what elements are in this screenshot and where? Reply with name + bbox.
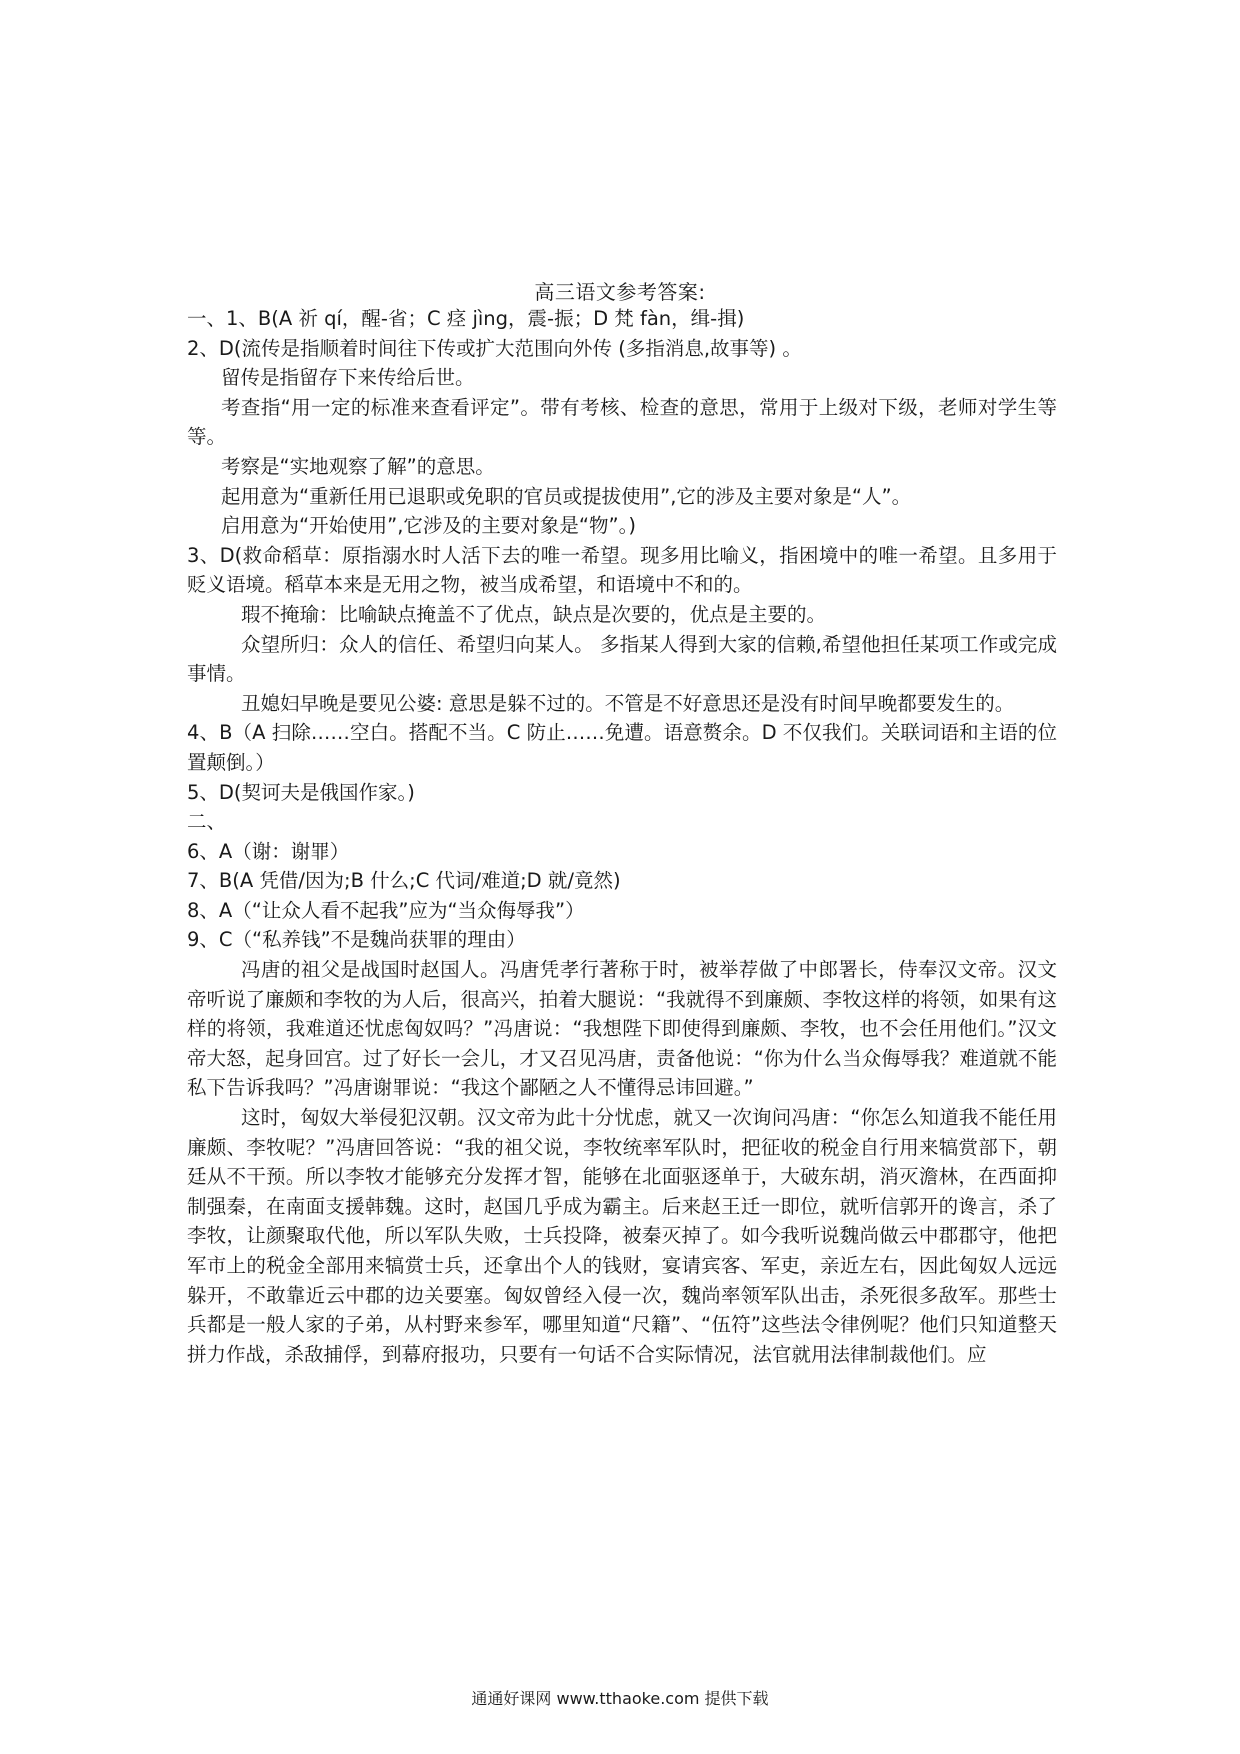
answer-line: 8、A（“让众人看不起我”应为“当众侮辱我”）: [187, 898, 585, 922]
translation-paragraph: 冯唐的祖父是战国时赵国人。冯唐凭孝行著称于时，被举荐做了中郎署长，侍奉汉文帝。汉文帝听说了廉颇和李牧的为人后，很高兴，拍着大腿说：“我就得不到廉颇、李牧这样的将领，如果有这样的将领，我难道还忧虑匈奴吗？”冯唐说：“我想陛下即使得到廉颇、李牧，也不会任用他们。”汉文帝大怒，起身回宫。过了好长一会儿，才又召见冯唐，责备他说：“你为什么当众侮辱我？难道就不能私下告诉我吗？”冯唐谢罪说：“我这个鄙陋之人不懂得忌讳回避。”: [187, 958, 1057, 1100]
answer-line: 留传是指留存下来传给后世。: [221, 366, 475, 390]
answer-line: 启用意为“开始使用”,它涉及的主要对象是“物”。): [221, 514, 636, 538]
page-title: 高三语文参考答案:: [534, 280, 706, 304]
answer-content: [187, 304, 1057, 1369]
answer-line: 考查指“用一定的标准来查看评定”。带有考核、检查的意思，常用于上级对下级，老师对学生等等。: [187, 395, 1057, 449]
answer-line: 丑媳妇早晚是要见公婆: 意思是躲不过的。不管是不好意思还是没有时间早晚都要发生的。: [241, 691, 1015, 715]
footer-watermark: 通通好课网 www.tthaoke.com 提供下载: [471, 1689, 769, 1708]
section-heading: 二、: [187, 810, 227, 834]
translation-paragraph: 这时，匈奴大举侵犯汉朝。汉文帝为此十分忧虑，就又一次询问冯唐：“你怎么知道我不能任用廉颇、李牧呢？”冯唐回答说：“我的祖父说，李牧统率军队时，把征收的税金自行用来犒赏部下，朝廷从不干预。所以李牧才能够充分发挥才智，能够在北面驱逐单于，大破东胡，消灭澹林，在西面抑制强秦，在南面支援韩魏。这时，赵国几乎成为霸主。后来赵王迁一即位，就听信郭开的谗言，杀了李牧，让颜聚取代他，所以军队失败，士兵投降，被秦灭掉了。如今我听说魏尚做云中郡郡守，他把军市上的税金全部用来犒赏士兵，还拿出个人的钱财，宴请宾客、军吏，亲近左右，因此匈奴人远远躲开，不敢靠近云中郡的边关要塞。匈奴曾经入侵一次，魏尚率领军队出击，杀死很多敌军。那些士兵都是一般人家的子弟，从村野来参军，哪里知道“尺籍”、“伍符”这些法令律例呢？他们只知道整天拼力作战，杀敌捕俘，到幕府报功，只要有一句话不合实际情况，法官就用法律制裁他们。应: [187, 1106, 1057, 1366]
answer-line: 众望所归：众人的信任、希望归向某人。 多指某人得到大家的信赖,希望他担任某项工作或完成事情。: [187, 632, 1057, 686]
answer-line: 6、A（谢：谢罪）: [187, 839, 350, 863]
answer-line: 2、D(流传是指顺着时间往下传或扩大范围向外传 (多指消息,故事等) 。: [187, 336, 802, 360]
answer-line: 9、C（“私养钱”不是魏尚获罪的理由）: [187, 928, 526, 952]
answer-line: 5、D(契诃夫是俄国作家。): [187, 780, 415, 804]
answer-line: 考察是“实地观察了解”的意思。: [221, 454, 495, 478]
answer-line: 3、D(救命稻草：原指溺水时人活下去的唯一希望。现多用比喻义，指困境中的唯一希望。且多用于贬义语境。稻草本来是无用之物，被当成希望，和语境中不和的。: [187, 543, 1057, 597]
answer-line: 4、B（A 扫除……空白。搭配不当。C 防止……免遭。语意赘余。D 不仅我们。关联词语和主语的位置颠倒。）: [187, 721, 1057, 774]
answer-line: 瑕不掩瑜：比喻缺点掩盖不了优点，缺点是次要的，优点是主要的。: [241, 602, 827, 626]
answer-line: 7、B(A 凭借/因为;B 什么;C 代词/难道;D 就/竟然): [187, 869, 621, 893]
answer-line: 一、1、B(A 祈 qí，醒-省；C 痉 jìng，震-振；D 梵 fàn，缉-揖): [187, 307, 745, 330]
answer-line: 起用意为“重新任用已退职或免职的官员或提拔使用”,它的涉及主要对象是“人”。: [221, 484, 912, 508]
